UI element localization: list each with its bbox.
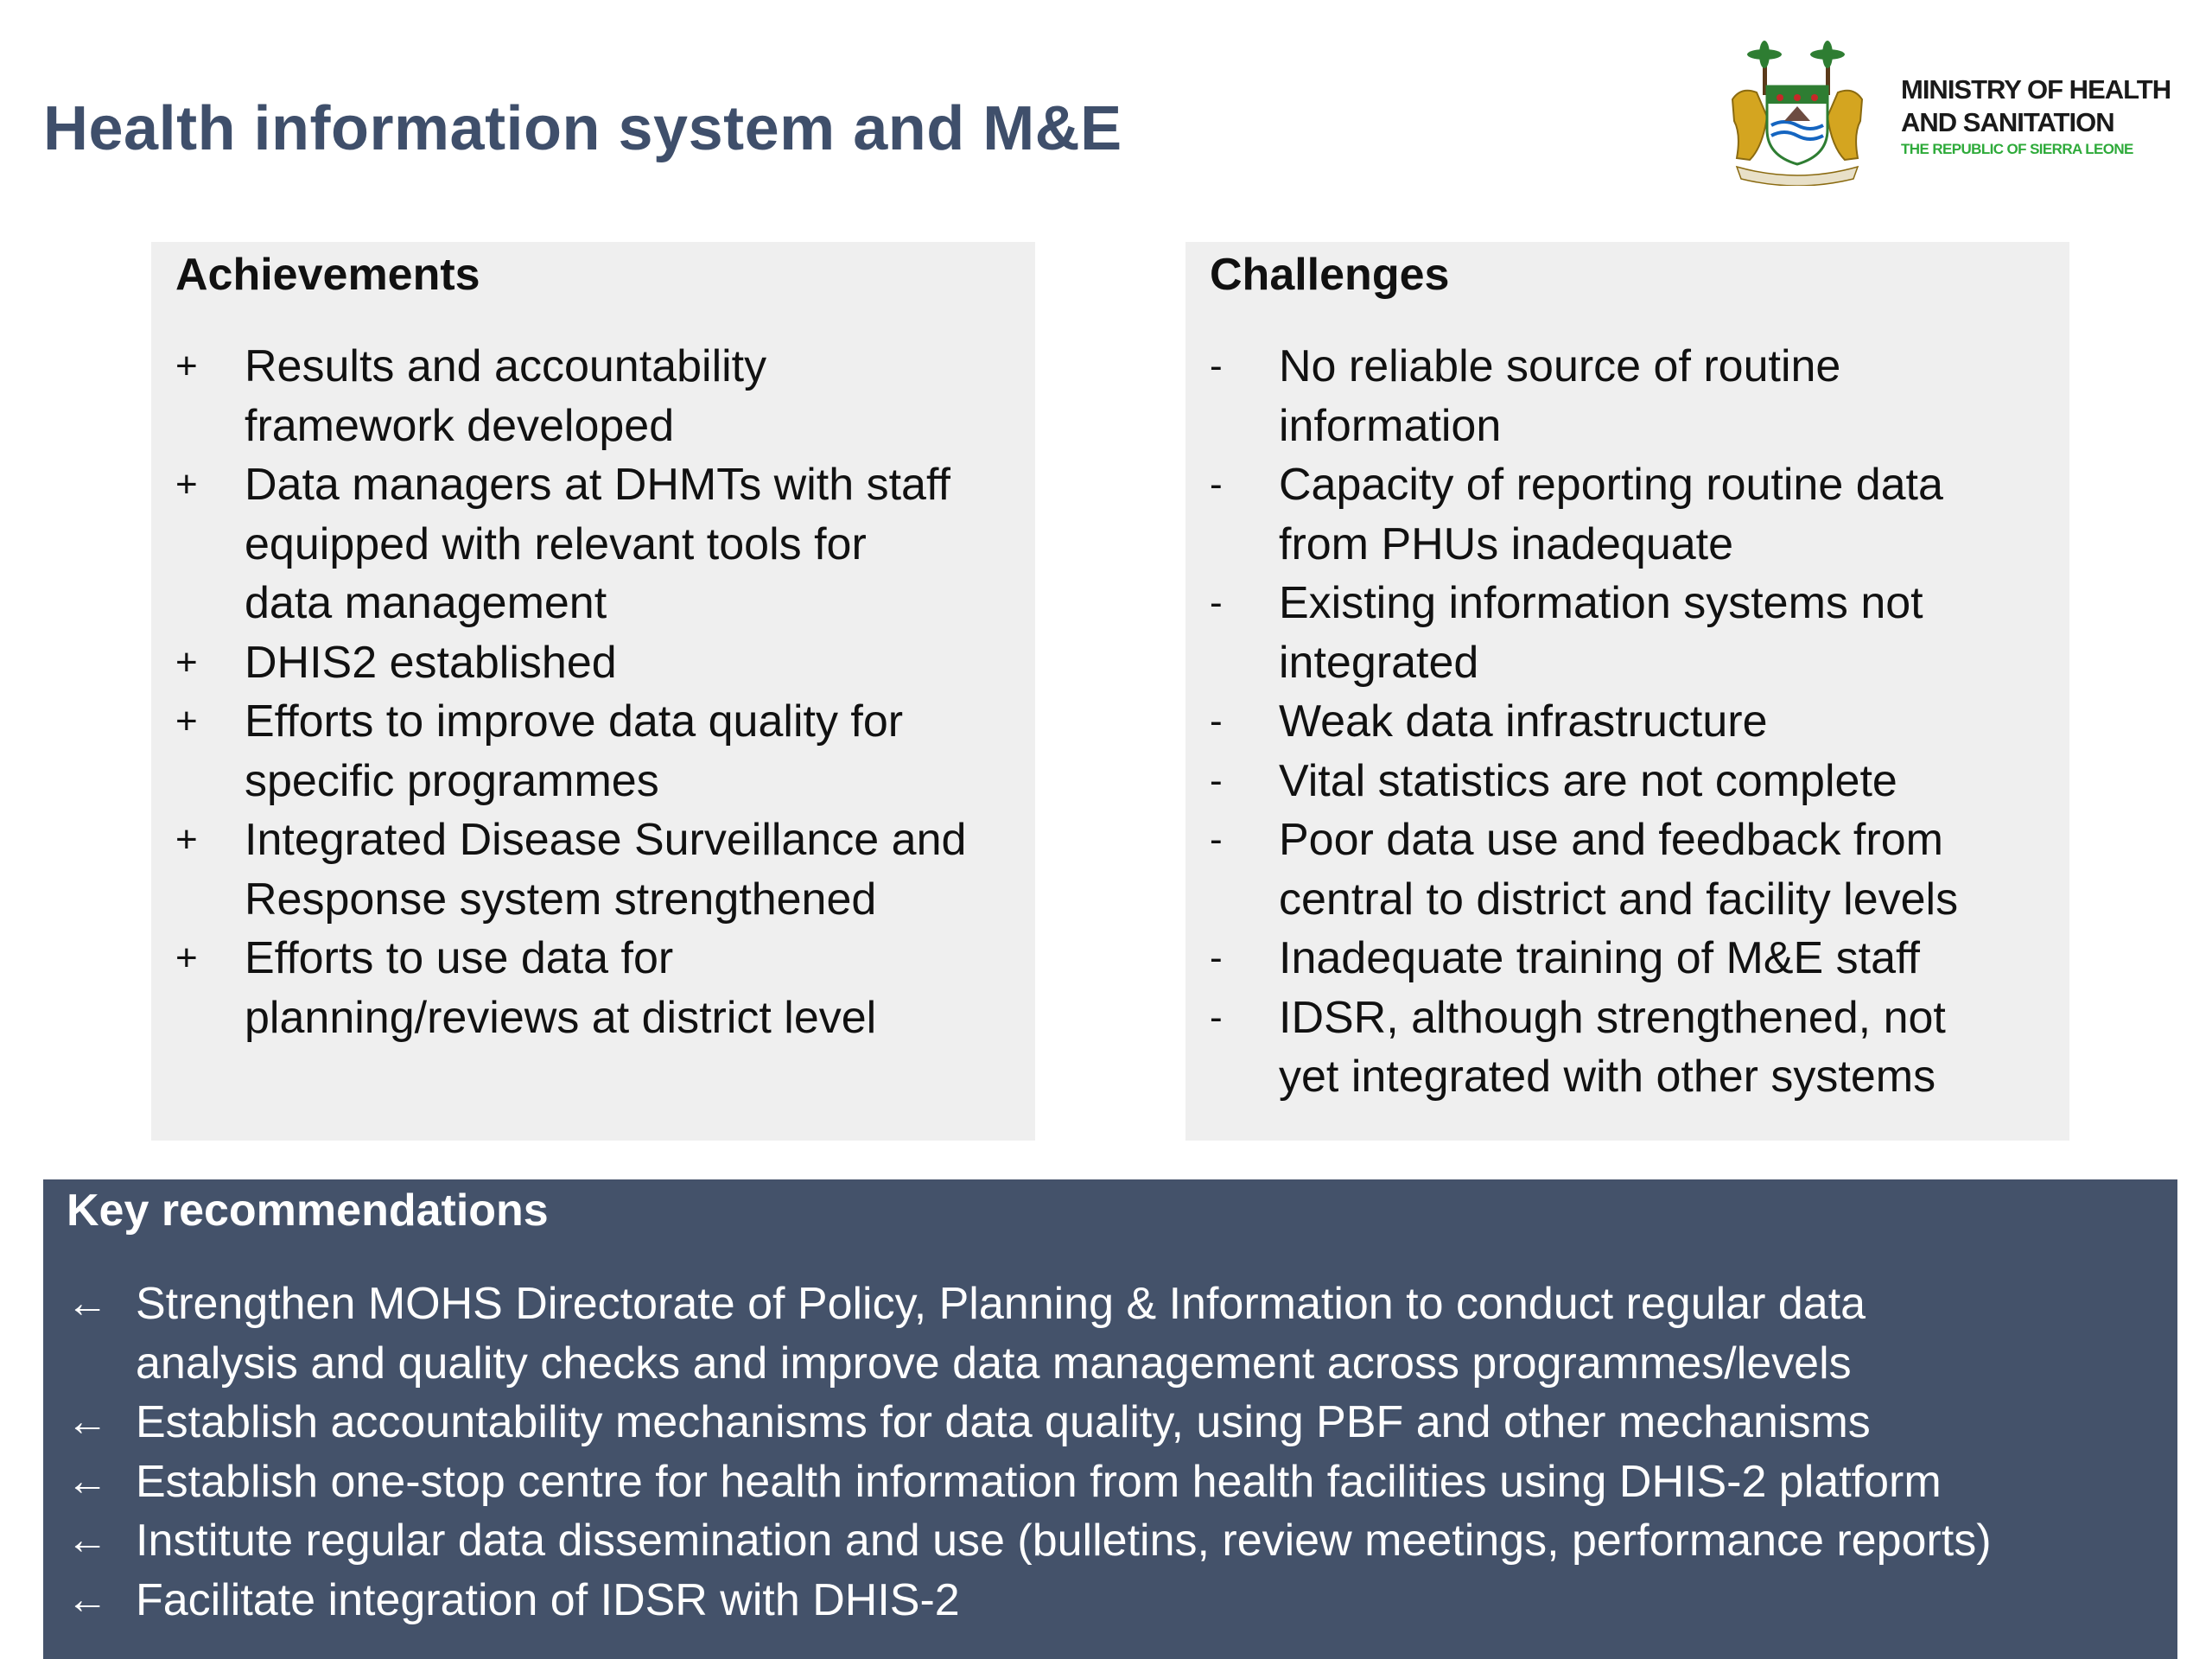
recommendation-item bbox=[67, 1452, 2177, 1512]
achievement-item-text: Results and accountability bbox=[245, 341, 767, 391]
achievement-item-text: planning/reviews at district level bbox=[245, 992, 877, 1043]
page-title: Health information system and M&E bbox=[43, 94, 1122, 163]
achievement-item bbox=[175, 692, 1035, 810]
ministry-logo bbox=[1724, 39, 2190, 190]
recommendation-item-text: Strengthen MOHS Directorate of Policy, Planning & Information to conduct regular data bbox=[136, 1279, 1866, 1329]
recommendation-item-text: analysis and quality checks and improve data management across programmes/levels bbox=[136, 1338, 1852, 1389]
challenge-item-text: IDSR, although strengthened, not bbox=[1279, 992, 1946, 1043]
achievement-item-text: data management bbox=[245, 578, 607, 628]
challenge-item-text: Weak data infrastructure bbox=[1279, 696, 1768, 747]
dash-bullet-icon: - bbox=[1210, 818, 1223, 861]
achievement-item bbox=[175, 929, 1035, 1047]
achievement-item-text: DHIS2 established bbox=[245, 637, 617, 688]
challenge-item-text: central to district and facility levels bbox=[1279, 874, 1959, 925]
recommendation-item-text: Establish accountability mechanisms for data quality, using PBF and other mechanisms bbox=[136, 1397, 1871, 1447]
logo-ministry-line: MINISTRY OF HEALTH bbox=[1901, 74, 2171, 105]
achievement-item bbox=[175, 633, 1035, 693]
plus-bullet-icon: + bbox=[175, 463, 198, 505]
achievement-item-text: Response system strengthened bbox=[245, 874, 877, 925]
key-recommendations-heading: Key recommendations bbox=[67, 1185, 549, 1236]
challenges-heading: Challenges bbox=[1210, 250, 1450, 300]
dash-bullet-icon: - bbox=[1210, 345, 1223, 387]
dash-bullet-icon: - bbox=[1210, 582, 1223, 624]
achievement-item-text: Integrated Disease Surveillance and bbox=[245, 815, 967, 865]
achievement-item bbox=[175, 810, 1035, 929]
key-recommendations-panel bbox=[43, 1179, 2177, 1659]
challenge-item-text: information bbox=[1279, 400, 1502, 451]
plus-bullet-icon: + bbox=[175, 345, 198, 387]
recommendation-item bbox=[67, 1571, 2177, 1630]
achievement-item-text: equipped with relevant tools for bbox=[245, 518, 867, 569]
challenge-item bbox=[1210, 929, 2069, 988]
achievement-item-text: Efforts to use data for bbox=[245, 933, 674, 983]
plus-bullet-icon: + bbox=[175, 937, 198, 979]
challenge-item-text: yet integrated with other systems bbox=[1279, 1052, 1936, 1102]
logo-republic-line: THE REPUBLIC OF SIERRA LEONE bbox=[1901, 141, 2133, 157]
challenge-item-text: No reliable source of routine bbox=[1279, 341, 1841, 391]
sierra-leone-coat-of-arms-icon bbox=[1724, 39, 1871, 186]
achievement-item-text: specific programmes bbox=[245, 755, 659, 806]
challenge-item bbox=[1210, 337, 2069, 455]
dash-bullet-icon: - bbox=[1210, 937, 1223, 979]
recommendations-list bbox=[67, 1274, 2177, 1630]
left-arrow-icon: ← bbox=[67, 1281, 108, 1326]
challenge-item bbox=[1210, 810, 2069, 929]
challenge-item-text: from PHUs inadequate bbox=[1279, 518, 1734, 569]
achievement-item-text: Efforts to improve data quality for bbox=[245, 696, 904, 747]
challenge-item-text: integrated bbox=[1279, 637, 1479, 688]
left-arrow-icon: ← bbox=[67, 1399, 108, 1445]
challenge-item bbox=[1210, 692, 2069, 752]
recommendation-item-text: Facilitate integration of IDSR with DHIS-2 bbox=[136, 1574, 960, 1625]
recommendation-item-text: Establish one-stop centre for health information from health facilities using DHIS-2 platform bbox=[136, 1456, 1942, 1507]
left-arrow-icon: ← bbox=[67, 1458, 108, 1504]
achievement-item bbox=[175, 337, 1035, 455]
challenge-item-text: Capacity of reporting routine data bbox=[1279, 460, 1943, 510]
achievement-item-text: framework developed bbox=[245, 400, 675, 451]
recommendation-item bbox=[67, 1274, 2177, 1393]
challenge-item-text: Vital statistics are not complete bbox=[1279, 755, 1897, 806]
achievement-item-text: Data managers at DHMTs with staff bbox=[245, 460, 950, 510]
challenge-item bbox=[1210, 455, 2069, 574]
dash-bullet-icon: - bbox=[1210, 463, 1223, 505]
logo-sanitation-line: AND SANITATION bbox=[1901, 107, 2114, 137]
challenge-item-text: Poor data use and feedback from bbox=[1279, 815, 1943, 865]
recommendation-item bbox=[67, 1393, 2177, 1452]
left-arrow-icon: ← bbox=[67, 1576, 108, 1623]
challenge-item bbox=[1210, 988, 2069, 1107]
dash-bullet-icon: - bbox=[1210, 759, 1223, 802]
challenges-panel bbox=[1185, 242, 2069, 1141]
recommendation-item bbox=[67, 1511, 2177, 1571]
achievement-item bbox=[175, 455, 1035, 633]
dash-bullet-icon: - bbox=[1210, 700, 1223, 742]
challenge-item bbox=[1210, 574, 2069, 692]
challenge-item-text: Existing information systems not bbox=[1279, 578, 1923, 628]
challenges-list bbox=[1210, 337, 2069, 1107]
achievements-heading: Achievements bbox=[175, 250, 480, 300]
left-arrow-icon: ← bbox=[67, 1517, 108, 1563]
plus-bullet-icon: + bbox=[175, 818, 198, 861]
recommendation-item-text: Institute regular data dissemination and use (bulletins, review meetings, performance reports) bbox=[136, 1516, 1992, 1566]
plus-bullet-icon: + bbox=[175, 700, 198, 742]
achievements-list bbox=[175, 337, 1035, 1047]
dash-bullet-icon: - bbox=[1210, 995, 1223, 1039]
challenge-item bbox=[1210, 752, 2069, 811]
plus-bullet-icon: + bbox=[175, 640, 198, 683]
challenge-item-text: Inadequate training of M&E staff bbox=[1279, 933, 1920, 983]
achievements-panel bbox=[151, 242, 1035, 1141]
